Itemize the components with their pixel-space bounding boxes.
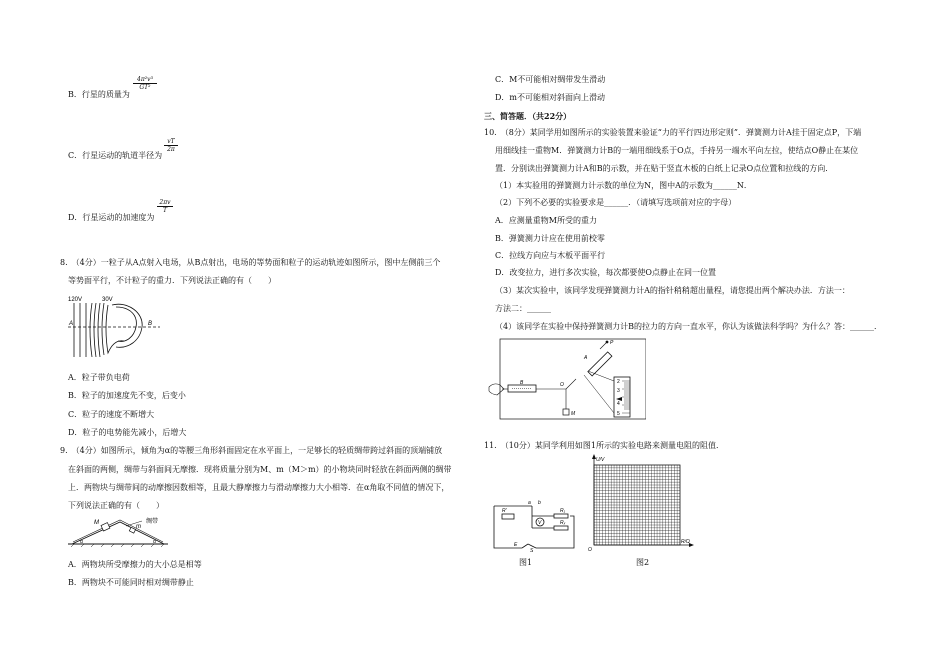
- q7-option-d: D．行星运动的加速度为: [68, 213, 155, 222]
- label-b: B: [148, 321, 153, 327]
- q8-option-b: B．粒子的加速度先不变，后变小: [68, 391, 186, 400]
- hand-sketch: [489, 384, 504, 395]
- label-S: S: [530, 548, 534, 552]
- label-R1: R₁: [560, 508, 566, 514]
- scale-label-5: 5: [617, 411, 620, 417]
- label-P: P: [610, 340, 614, 346]
- label-x-axis: R/Ω: [681, 539, 690, 545]
- q8-stem-line1: 8. （4分）一粒子从A点射入电场，从B点射出，电场的等势面和粒子的运动轨迹如图所示，图中左侧前三个: [60, 258, 441, 267]
- label-30v: 30V: [102, 297, 113, 303]
- label-origin: O: [588, 547, 592, 553]
- q10-line-4: （1）本实验用的弹簧测力计示数的单位为N，图中A的示数为______N．: [495, 181, 752, 190]
- weight-M: [563, 409, 569, 415]
- q9-stem-line2: 在斜面的两侧，绸带与斜面间无摩擦．现将质量分别为M、m（M＞m）的小物块同时轻放在斜面两侧的绸带: [68, 465, 452, 474]
- resistor-r1: [554, 514, 568, 518]
- q8-option-a: A．粒子带负电荷: [68, 373, 130, 382]
- resistor-rx: [554, 526, 568, 530]
- label-V: V: [538, 520, 542, 526]
- scale-label-4: 4: [617, 401, 620, 407]
- triangle-incline: [72, 522, 164, 544]
- grid-figure-2: [584, 453, 698, 553]
- zoom-line-bottom: [584, 375, 614, 413]
- electric-field-figure: [66, 293, 162, 359]
- label-M: M: [571, 411, 576, 417]
- force-parallelogram-figure: [488, 337, 646, 421]
- block-m: [129, 527, 135, 533]
- label-a: A: [69, 321, 74, 327]
- q10-option-a: A．应测量重物M所受的重力: [495, 216, 597, 225]
- incline-ribbon-figure: [68, 514, 172, 548]
- label-b: b: [538, 500, 541, 506]
- label-A: A: [584, 355, 588, 361]
- q10-option-c: C．拉线方向应与木板平面平行: [495, 251, 606, 260]
- label-E: E: [514, 542, 518, 548]
- formula-numerator: vT: [167, 138, 175, 145]
- q7-option-b: B．行星的质量为: [68, 90, 130, 99]
- q9-option-c: C．M不可能相对绸带发生滑动: [495, 75, 606, 84]
- label-alpha-left: α: [80, 539, 83, 545]
- q10-line-10: （3）某次实验中，该同学发现弹簧测力计A的指针稍稍超出量程，请您提出两个解决办法．方法一：: [495, 286, 850, 295]
- formula-denominator: 2π: [164, 145, 178, 153]
- formula-numerator: 2πv: [159, 199, 171, 206]
- q9-stem-line4: 下列说法正确的有（ ）: [68, 501, 164, 510]
- q9-option-a: A．两物块所受摩擦力的大小总是相等: [68, 560, 202, 569]
- label-Rx: Rₓ: [560, 520, 566, 526]
- circuit-wire-left: [494, 506, 522, 548]
- formula-numerator: 4π²v³: [137, 76, 153, 83]
- q9-stem-line3: 上．两物块与绸带间的动摩擦因数相等，且最大静摩擦力与滑动摩擦力大小相等．在α角取不同值的情况下，: [68, 483, 450, 492]
- label-m: m: [136, 524, 141, 530]
- scale-label-2: 2: [617, 379, 620, 385]
- q7-option-c-formula: [164, 138, 178, 153]
- label-ribbon: 绸带: [146, 519, 159, 525]
- q7-option-c: C．行星运动的轨道半径为: [68, 151, 163, 160]
- label-O: O: [560, 382, 564, 388]
- q9-option-d: D．m不可能相对斜面向上滑动: [495, 93, 605, 102]
- q8-option-c: C．粒子的速度不断增大: [68, 410, 155, 419]
- equipotential-lines: [74, 303, 142, 357]
- q7-option-b-formula: [133, 76, 157, 91]
- label-R-prime: R': [502, 508, 507, 514]
- circuit-figure-1: [492, 492, 576, 552]
- ground-hatch: [71, 544, 164, 547]
- label-alpha-right: α: [153, 539, 156, 545]
- q9-stem-line1: 9. （4分）如图所示，倾角为α的等腰三角形斜面固定在水平面上，一足够长的轻质绸带跨过斜面的顶端铺放: [60, 446, 443, 455]
- q10-line-5: （2）下列不必要的实验要求是______．（请填写选项前对应的字母）: [495, 198, 737, 207]
- section-3-heading: 三、简答题．（共22分）: [484, 111, 572, 121]
- label-M: M: [94, 520, 99, 526]
- label-120v: 120V: [68, 297, 83, 303]
- q8-stem-line2: 等势面平行，不计粒子的重力．下列说法正确的有（ ）: [68, 276, 276, 285]
- rheostat-r-prime: [502, 514, 514, 519]
- q8-option-d: D．粒子的电势能先减小，后增大: [68, 428, 187, 437]
- formula-denominator: GT²: [133, 83, 157, 91]
- figure-2-caption: 图2: [636, 558, 650, 567]
- scale-label-3: 3: [617, 388, 620, 394]
- q11-stem: 11. （10分）某同学利用如图1所示的实验电路来测量电阻的阻值．: [484, 441, 724, 450]
- q10-line-1: 10. （8分）某同学用如图所示的实验装置来验证“力的平行四边形定则”．弹簧测力计A挂于固定点P，下端: [484, 128, 862, 137]
- q10-line-3: 置．分别读出弹簧测力计A和B的示数，并在贴于竖直木板的白纸上记录O点位置和拉线的方向．: [495, 164, 834, 173]
- q10-option-b: B．弹簧测力计应在使用前校零: [495, 234, 605, 243]
- q7-option-d-formula: [157, 199, 173, 214]
- q10-option-d: D．改变拉力，进行多次实验，每次都要使O点静止在同一位置: [495, 268, 716, 277]
- label-B: B: [520, 380, 524, 386]
- q10-line-11: 方法二：______: [495, 304, 551, 313]
- grid-lines: [594, 465, 680, 545]
- label-a: a: [528, 500, 531, 506]
- q10-line-12: （4）该同学在实验中保持弹簧测力计B的拉力的方向一直水平，你认为该做法科学吗？为什么？答：______．: [495, 322, 882, 331]
- q9-option-b: B．两物块不可能同时相对绸带静止: [68, 578, 194, 587]
- switch-s: [522, 544, 528, 548]
- label-y-axis: U/V: [596, 457, 605, 463]
- q10-line-2: 用细线挂一重物M．弹簧测力计B的一端用细线系于O点，手持另一端水平向左拉，使结点O静止在某位: [495, 146, 859, 155]
- formula-denominator: T: [157, 206, 173, 214]
- figure-1-caption: 图1: [519, 558, 533, 567]
- point-P: [606, 341, 609, 344]
